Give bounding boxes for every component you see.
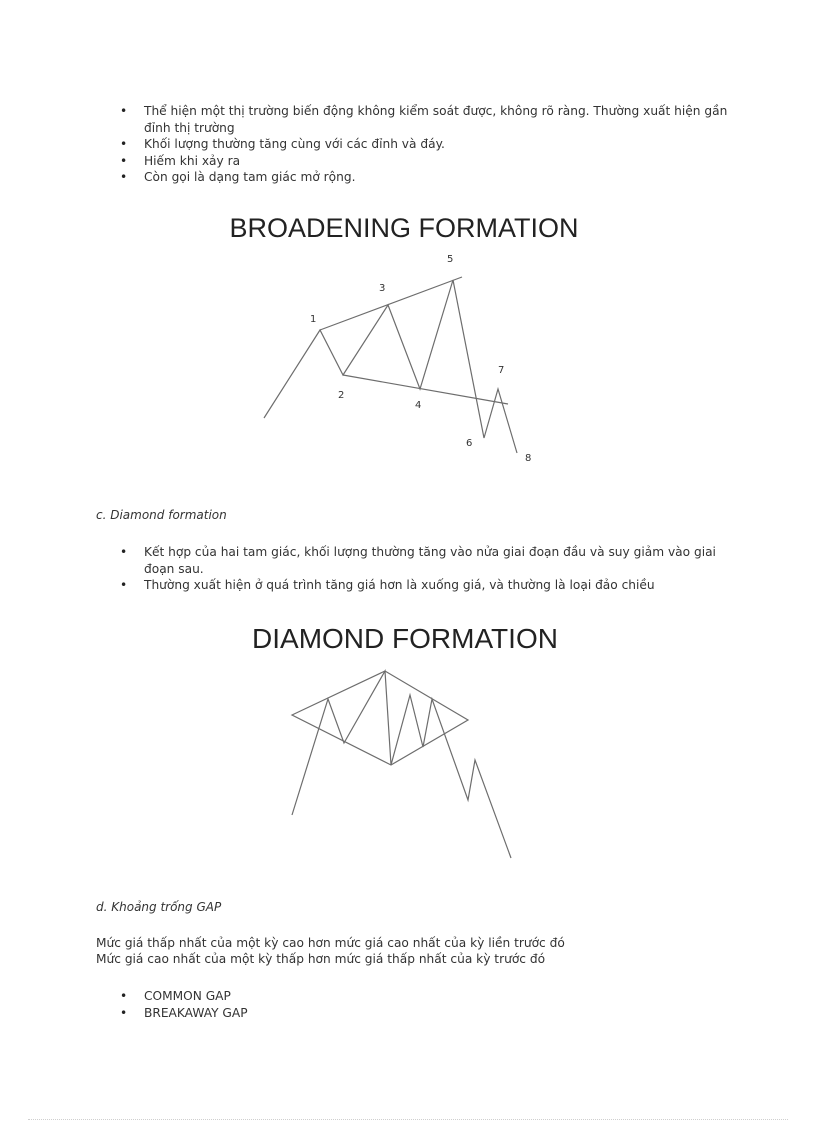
diamond-outline [292,671,468,765]
point-label-2: 2 [338,390,345,401]
point-label-7: 7 [498,365,505,376]
list-item: • Còn gọi là dạng tam giác mở rộng. [120,169,744,186]
gap-section-heading: d. Khoảng trống GAP [96,900,222,914]
list-item: • Thể hiện một thị trường biến động không kiểm soát được, không rõ ràng. Thường xuất hiện gần đỉnh thị trường [120,103,744,136]
point-label-8: 8 [525,453,532,464]
list-item: • COMMON GAP [120,988,744,1005]
gap-bullet-list [120,988,744,1021]
diamond-section-heading: c. Diamond formation [96,508,227,522]
diamond-formation-diagram [220,615,600,865]
diamond-formation-title: DIAMOND FORMATION [252,623,558,654]
list-item: • Hiếm khi xảy ra [120,153,744,170]
point-label-4: 4 [415,400,422,411]
list-item: • Khối lượng thường tăng cùng với các đỉnh và đáy. [120,136,744,153]
list-item: • Thường xuất hiện ở quá trình tăng giá hơn là xuống giá, và thường là loại đảo chiều [120,577,744,594]
broadening-formation-title: BROADENING FORMATION [229,213,579,243]
lower-trendline [343,375,508,404]
broadening-bullet-list [120,103,744,186]
page-bottom-divider [28,1119,788,1120]
point-label-1: 1 [310,314,317,325]
list-item: • BREAKAWAY GAP [120,1005,744,1022]
point-label-3: 3 [379,283,386,294]
point-label-5: 5 [447,254,454,265]
list-item: • Kết hợp của hai tam giác, khối lượng thường tăng vào nửa giai đoạn đầu và suy giảm vào giai đoạn sau. [120,544,744,577]
broadening-formation-diagram [220,205,600,470]
gap-definition-2: Mức giá cao nhất của một kỳ thấp hơn mức giá thấp nhất của kỳ trước đó [96,952,546,966]
diamond-bullet-list [120,544,744,594]
price-path [264,280,517,453]
gap-definition-1: Mức giá thấp nhất của một kỳ cao hơn mức giá cao nhất của kỳ liền trước đó [96,936,565,950]
point-label-6: 6 [466,438,473,449]
